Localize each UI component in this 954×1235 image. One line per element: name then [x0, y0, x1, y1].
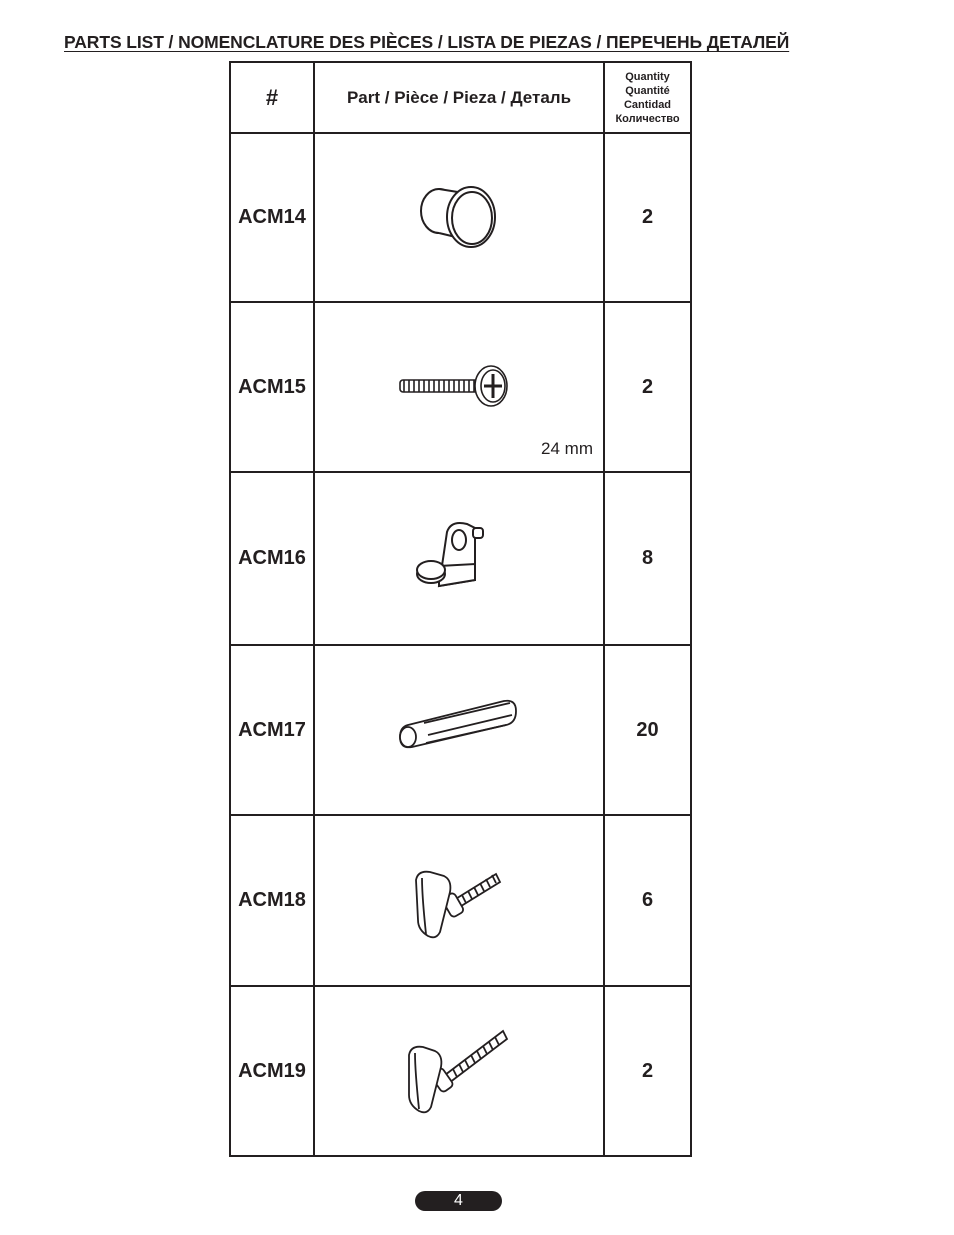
- part-quantity: 2: [604, 986, 691, 1156]
- knob-icon: [409, 173, 509, 263]
- thumb-screw-icon: [404, 856, 514, 946]
- long-thumb-screw-icon: [399, 1021, 519, 1121]
- header-number: #: [230, 62, 314, 133]
- part-quantity: 2: [604, 133, 691, 302]
- header-quantity-fr: Quantité: [625, 84, 670, 97]
- table-row: [230, 472, 691, 645]
- part-quantity: 2: [604, 302, 691, 472]
- screw-icon: [394, 357, 524, 417]
- table-header-row: [230, 62, 691, 133]
- part-code: ACM16: [230, 472, 314, 645]
- part-code: ACM18: [230, 815, 314, 986]
- part-quantity: 6: [604, 815, 691, 986]
- part-quantity: 8: [604, 472, 691, 645]
- table-row: [230, 302, 691, 472]
- table-row: [230, 815, 691, 986]
- header-quantity: [604, 62, 691, 133]
- parts-table: [229, 61, 692, 1157]
- header-quantity-en: Quantity: [625, 70, 670, 83]
- part-illustration: [314, 472, 604, 645]
- part-illustration: [314, 302, 604, 472]
- part-quantity: 20: [604, 645, 691, 815]
- header-quantity-ru: Количество: [615, 112, 680, 125]
- part-illustration: [314, 133, 604, 302]
- part-code: ACM17: [230, 645, 314, 815]
- header-quantity-es: Cantidad: [623, 98, 672, 111]
- part-illustration: [314, 645, 604, 815]
- part-code: ACM14: [230, 133, 314, 302]
- size-note: 24 mm: [541, 439, 593, 458]
- wood-dowel-icon: [394, 695, 524, 765]
- part-illustration: [314, 986, 604, 1156]
- table-row: [230, 645, 691, 815]
- part-code: ACM15: [230, 302, 314, 472]
- part-code: ACM19: [230, 986, 314, 1156]
- part-illustration: [314, 815, 604, 986]
- header-part: Part / Pièce / Pieza / Деталь: [314, 62, 604, 133]
- shelf-pin-icon: [409, 514, 509, 604]
- table-row: [230, 133, 691, 302]
- table-row: [230, 986, 691, 1156]
- page-title: PARTS LIST / NOMENCLATURE DES PIÈCES / LISTA DE PIEZAS / ПЕРЕЧЕНЬ ДЕТАЛЕЙ: [64, 32, 790, 52]
- page-number: 4: [415, 1191, 502, 1211]
